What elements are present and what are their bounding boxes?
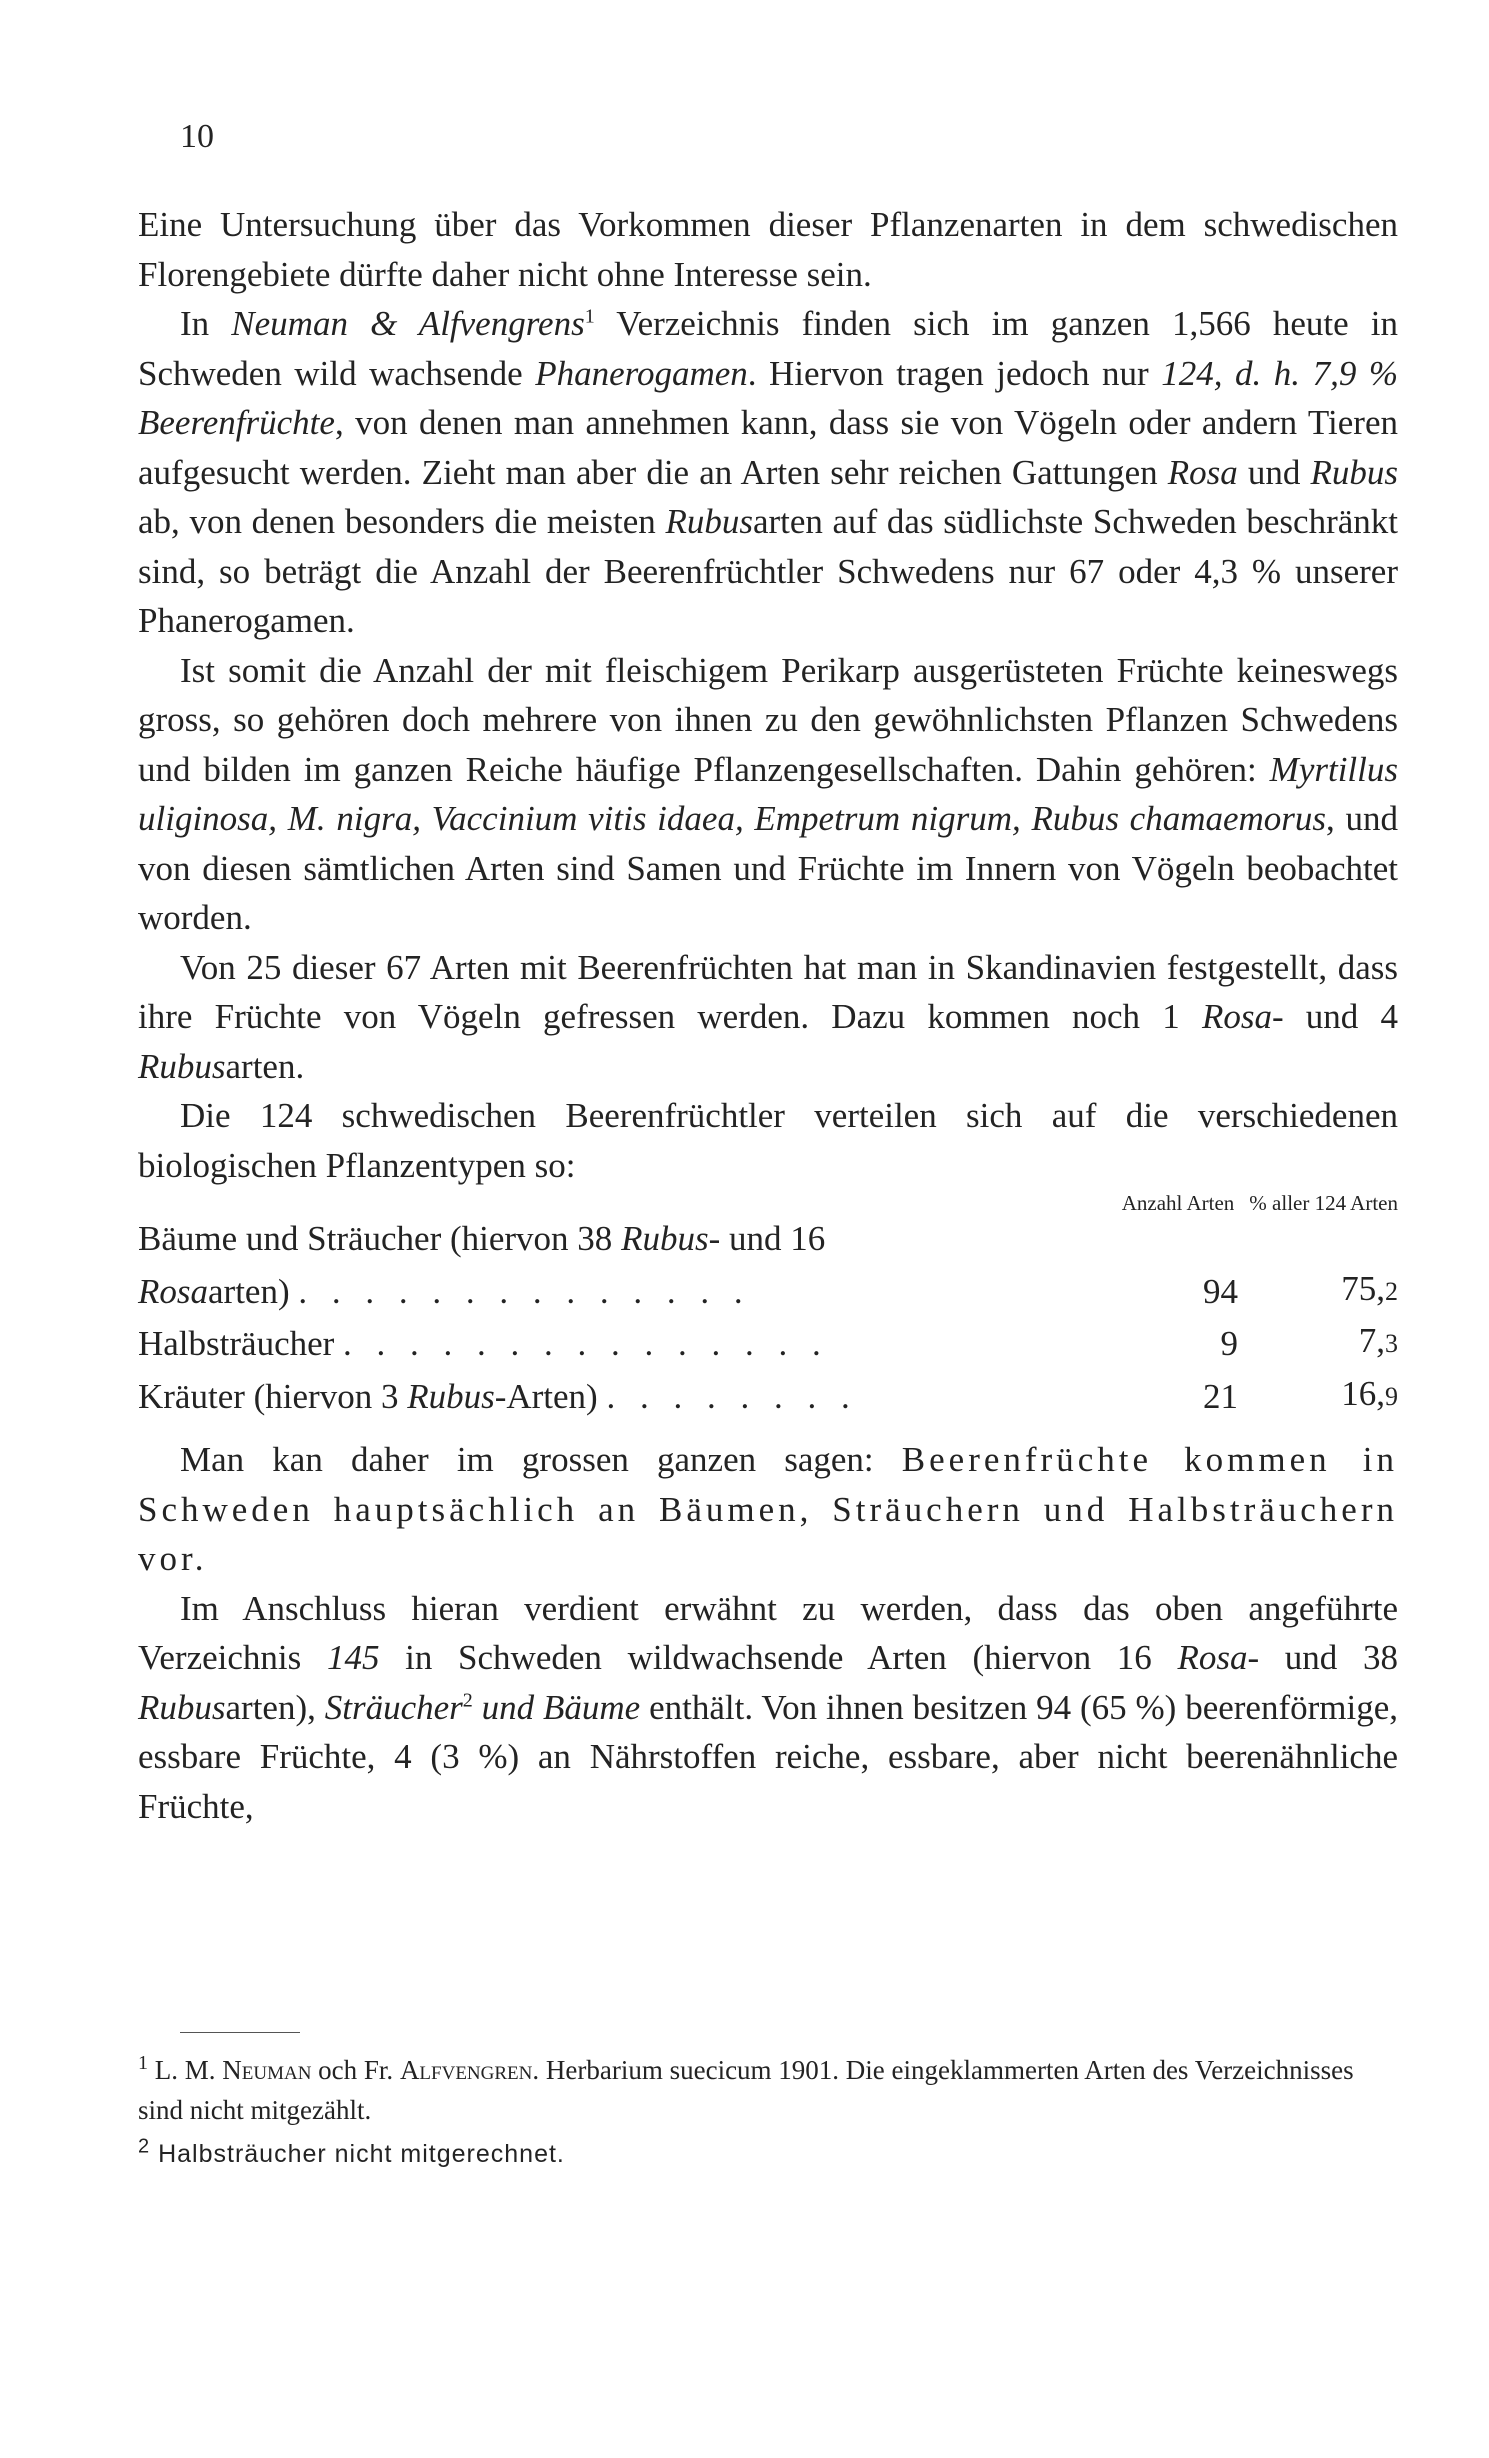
- paragraph-2: [138, 299, 1398, 646]
- emphasis: Sträucher: [324, 1687, 463, 1727]
- author-name: Alfvengren: [399, 2055, 533, 2085]
- genus-name: Rubus: [665, 502, 753, 541]
- genus-name: Rubus: [138, 1687, 226, 1727]
- row-percent: [1238, 1369, 1398, 1422]
- text-run: in Schweden wildwachsende Arten (hiervon 16: [379, 1638, 1178, 1677]
- text-run: arten.: [225, 1046, 305, 1086]
- row-percent: [1238, 1316, 1398, 1369]
- paragraph-3: [138, 646, 1398, 943]
- leader-dots: . . . . . . . .: [606, 1376, 858, 1416]
- table-row: [138, 1316, 1398, 1369]
- percent-int: 16,: [1341, 1373, 1385, 1413]
- text-run: Von 25 dieser 67 Arten mit Beerenfrüchten hat man in Skandinavien festgestellt, dass ihre Früchte von Vögeln gefressen werden. Dazu kommen noch 1: [138, 947, 1398, 1036]
- text-run: Man kan daher im grossen ganzen sagen:: [180, 1440, 902, 1479]
- author-name: Neuman: [222, 2055, 312, 2085]
- genus-name: Rosa: [1201, 997, 1272, 1036]
- paragraph-6: [138, 1435, 1398, 1584]
- table-row: [138, 1369, 1398, 1422]
- emphasis: 145: [326, 1638, 380, 1677]
- footnote-rule: [180, 2032, 300, 2033]
- table-row: [138, 1214, 1398, 1264]
- text-run: enthält. Von ihnen besitzen 94 (65 %) beerenförmige, essbare Früchte, 4 (3 %) an Nährstoffen reiche, essbare, aber nicht beerenähnliche Früchte,: [138, 1687, 1398, 1826]
- row-label: arten): [208, 1271, 290, 1311]
- row-label: Kräuter (hiervon 3: [138, 1376, 408, 1416]
- text-run: In: [180, 304, 232, 343]
- text-run: L. M.: [154, 2055, 223, 2085]
- row-label: Halbsträucher: [138, 1324, 335, 1363]
- text-run: Verzeichnis finden sich im ganzen 1,566 heute in Schweden wild wachsende: [138, 304, 1398, 393]
- page-number: 10: [180, 118, 214, 155]
- emphasis: 124, d. h. 7,9 % Beerenfrüchte: [138, 353, 1399, 442]
- percent-dec: 3: [1385, 1329, 1398, 1358]
- paragraph-1: Eine Untersuchung über das Vorkommen dieser Pflanzenarten in dem schwedischen Florengebiete dürfte daher nicht ohne Interesse sein.: [138, 205, 1398, 294]
- leader-dots: . . . . . . . . . . . . . . .: [343, 1324, 829, 1363]
- row-label: - und 16: [708, 1219, 826, 1258]
- species-list: Myrtillus uliginosa, M. nigra, Vaccinium vitis idaea, Empetrum nigrum, Rubus chamaemorus: [138, 749, 1398, 838]
- footnote-mark: 2: [138, 2135, 151, 2158]
- percent-int: 7,: [1358, 1321, 1385, 1360]
- genus-name: Rosa: [138, 1271, 208, 1311]
- text-run: arten),: [225, 1687, 325, 1727]
- text-run: - und 4: [1271, 997, 1398, 1036]
- term: Phanerogamen: [535, 353, 748, 393]
- text-run: und: [1237, 452, 1311, 492]
- table-row: [138, 1264, 1398, 1317]
- genus-name: Rosa: [1177, 1638, 1248, 1677]
- text-run: Halbsträucher nicht mitgerechnet.: [158, 2140, 565, 2168]
- footnote-ref: 2: [462, 1688, 473, 1711]
- row-count: 9: [1220, 1324, 1238, 1363]
- footnote-mark: 1: [138, 2052, 148, 2074]
- text-run: , von denen man annehmen kann, dass sie von Vögeln oder andern Tieren aufgesucht werden. Zieht man aber die an Arten sehr reichen Gattungen: [138, 403, 1398, 492]
- emphasis: und Bäume: [472, 1687, 641, 1727]
- footnotes: [138, 2050, 1398, 2178]
- percent-dec: 2: [1385, 1276, 1398, 1306]
- text-run: , und von diesen sämtlichen Arten sind Samen und Früchte im Innern von Vögeln beobachtet worden.: [138, 799, 1398, 937]
- genus-name: Rubus: [1310, 452, 1399, 492]
- text-run: Ist somit die Anzahl der mit fleischigem Perikarp ausgerüsteten Früchte keineswegs gross, so gehören doch mehrere von ihnen zu den gewöhnlichsten Pflanzen Schwedens und bilden im ganzen Reiche häufige Pflanzengesellschaften. Dahin gehören:: [138, 650, 1398, 789]
- genus-name: Rubus: [138, 1046, 226, 1086]
- footnote-2: [138, 2134, 1398, 2174]
- leader-dots: . . . . . . . . . . . . . .: [298, 1271, 751, 1311]
- plant-type-table: [138, 1192, 1398, 1421]
- text-run: - und 38: [1247, 1638, 1398, 1677]
- paragraph-7: [138, 1584, 1398, 1832]
- genus-name: Rubus: [621, 1219, 709, 1258]
- body-text: [138, 200, 1398, 1831]
- row-count: 94: [1203, 1271, 1238, 1311]
- percent-int: 75,: [1341, 1268, 1385, 1308]
- table-header-row: [138, 1192, 1398, 1214]
- header-count: Anzahl Arten: [1121, 1191, 1235, 1215]
- text-run: och Fr.: [311, 2055, 400, 2085]
- text-run: . Hiervon tragen jedoch nur: [747, 353, 1162, 393]
- paragraph-5: Die 124 schwedischen Beerenfrüchtler verteilen sich auf die verschiedenen biologischen Pflanzentypen so:: [138, 1096, 1398, 1185]
- spaced-emphasis: Beerenfrüchte kommen in Schweden hauptsächlich an Bäumen, Sträuchern und Halbsträuchern vor.: [138, 1440, 1398, 1578]
- genus-name: Rubus: [407, 1376, 495, 1416]
- paragraph-4: [138, 943, 1398, 1092]
- footnote-1: [138, 2050, 1398, 2130]
- row-count: 21: [1203, 1376, 1238, 1416]
- row-percent: [1238, 1264, 1398, 1317]
- row-label: Bäume und Sträucher (hiervon 38: [138, 1219, 622, 1258]
- author-names: Neuman & Alfvengrens: [231, 304, 585, 343]
- header-percent: % aller 124 Arten: [1249, 1191, 1398, 1215]
- row-label: -Arten): [494, 1376, 598, 1416]
- text-run: arten auf das südlichste Schweden beschränkt sind, so beträgt die Anzahl der Beerenfrüchtler Schwedens nur 67 oder 4,3 % unserer Phanerogamen.: [138, 502, 1398, 640]
- genus-name: Rosa: [1167, 452, 1238, 492]
- footnote-ref: 1: [584, 305, 595, 328]
- text-run: ab, von denen besonders die meisten: [138, 502, 666, 541]
- percent-dec: 9: [1385, 1381, 1398, 1411]
- text-run: Im Anschluss hieran verdient erwähnt zu werden, dass das oben angeführte Verzeichnis: [138, 1588, 1398, 1677]
- text-run: . Herbarium suecicum 1901. Die eingeklammerten Arten des Verzeichnisses sind nicht mitgezählt.: [138, 2055, 1354, 2125]
